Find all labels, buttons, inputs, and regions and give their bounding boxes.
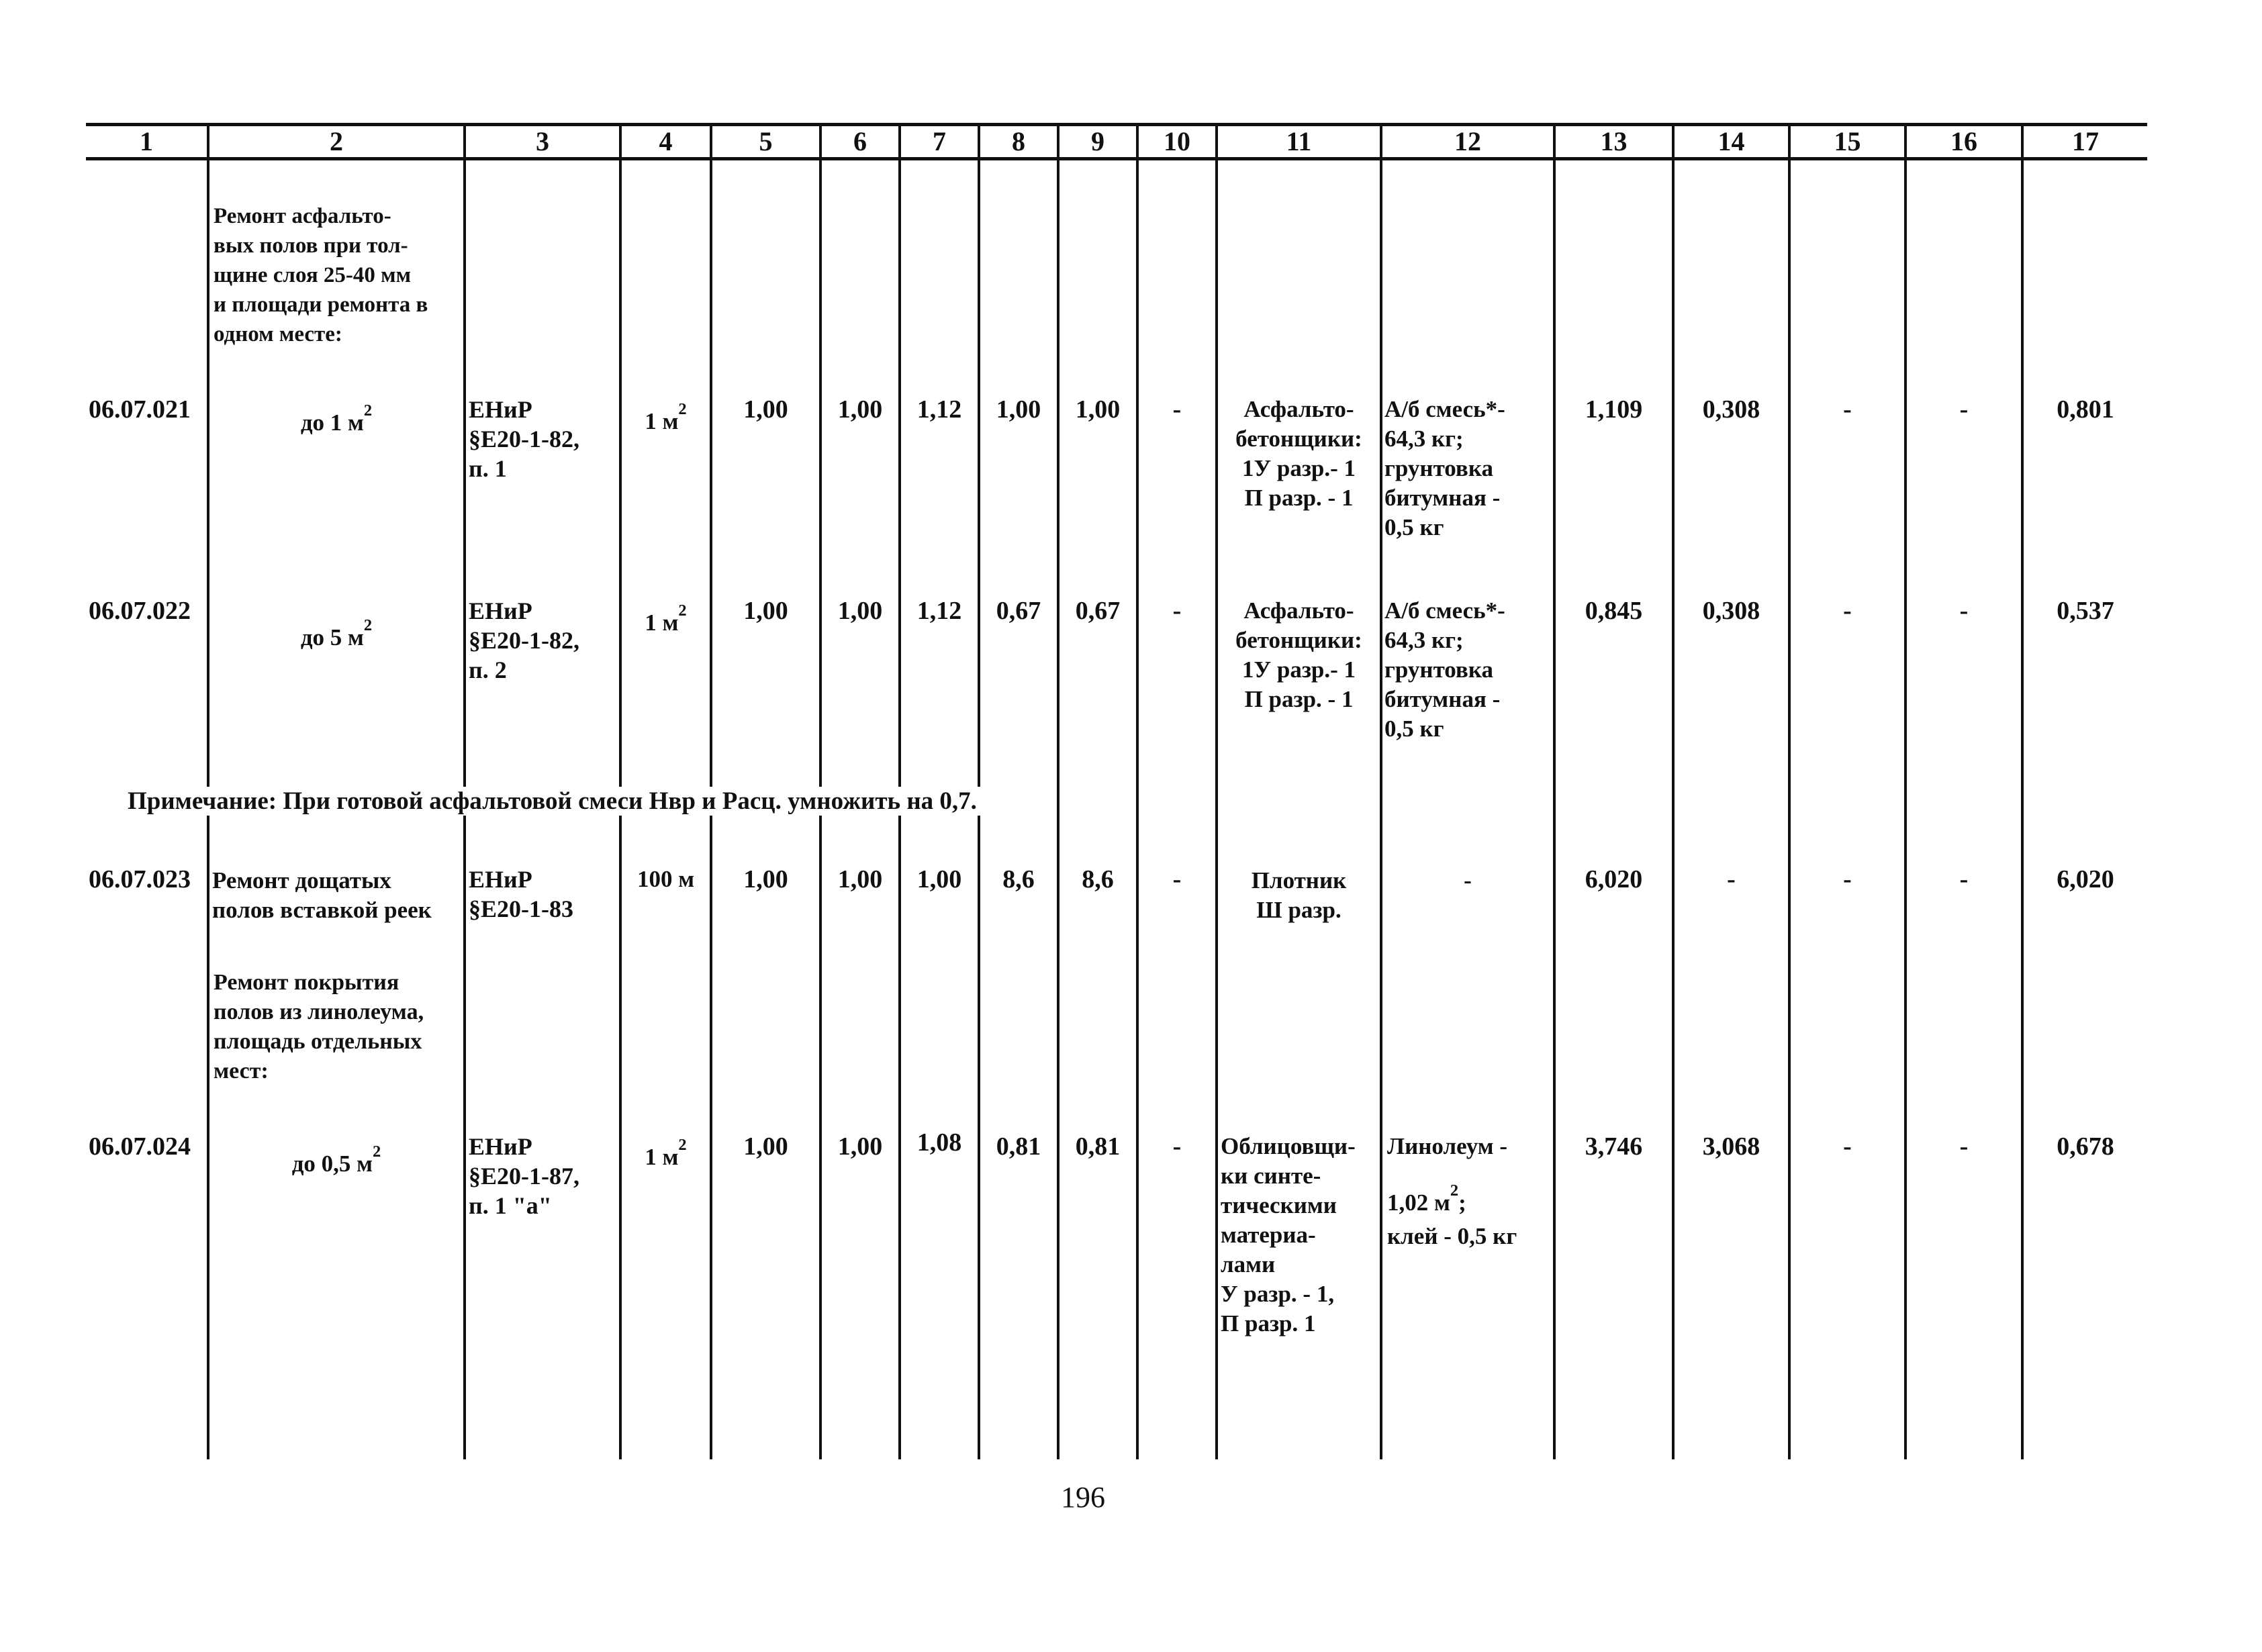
unit: 100 м	[637, 866, 695, 892]
value-col-8: 0,81	[996, 1132, 1041, 1161]
column-header-15: 15	[1834, 126, 1861, 156]
column-header-3: 3	[536, 126, 549, 156]
work-name-text: до 0,5 м	[291, 1151, 373, 1177]
value-col-14: 3,068	[1702, 1132, 1760, 1161]
workers: Асфальто- бетонщики: 1У разр.- 1 П разр. - 1	[1235, 396, 1362, 511]
value-col-9: 1,00	[1075, 395, 1121, 424]
value-col-6: 1,00	[837, 1132, 883, 1161]
column-header-13: 13	[1600, 126, 1628, 156]
value-col-16: -	[1959, 597, 1969, 625]
value-col-7: 1,12	[916, 597, 962, 625]
workers: Асфальто- бетонщики: 1У разр.- 1 П разр. - 1	[1235, 597, 1362, 712]
value-col-16: -	[1959, 865, 1969, 893]
norm-reference: ЕНиР §Е20-1-83	[469, 866, 573, 922]
value-col-8: 0,67	[996, 597, 1041, 625]
column-divider	[2021, 125, 2024, 1459]
column-header-9: 9	[1091, 126, 1104, 156]
column-divider	[1672, 125, 1675, 1459]
materials-text: 1,02 м	[1387, 1189, 1450, 1216]
column-header-6: 6	[853, 126, 867, 156]
value-col-5: 1,00	[743, 1132, 788, 1161]
value-col-6: 1,00	[837, 597, 883, 625]
value-col-17: 0,537	[2057, 597, 2114, 625]
page-number: 196	[1061, 1481, 1105, 1514]
workers: Плотник Ш разр.	[1251, 867, 1347, 923]
value-col-15: -	[1843, 597, 1852, 625]
unit	[622, 1135, 710, 1172]
value-col-5: 1,00	[743, 597, 788, 625]
row-code: 06.07.022	[89, 597, 191, 625]
column-divider	[1904, 125, 1907, 1459]
section-title-linoleum: Ремонт покрытия полов из линолеума, площадь отдельных мест:	[214, 970, 424, 1083]
norm-reference: ЕНиР §Е20-1-82, п. 2	[469, 597, 579, 683]
superscript: 2	[363, 401, 373, 420]
work-name-text: до 1 м	[300, 409, 364, 436]
value-col-16: -	[1959, 1132, 1969, 1161]
column-header-11: 11	[1286, 126, 1312, 156]
column-divider	[1057, 125, 1059, 1459]
value-col-14: 0,308	[1702, 395, 1760, 424]
value-col-15: -	[1843, 1132, 1852, 1161]
unit	[622, 601, 710, 638]
value-col-5: 1,00	[743, 865, 788, 893]
column-header-2: 2	[330, 126, 343, 156]
value-col-15: -	[1843, 395, 1852, 424]
table-note: Примечание: При готовой асфальтовой смеси Нвр и Расц. умножить на 0,7.	[128, 787, 982, 816]
column-divider	[1215, 125, 1218, 1459]
value-col-15: -	[1843, 865, 1852, 893]
superscript: 2	[678, 399, 687, 418]
value-col-6: 1,00	[837, 395, 883, 424]
column-header-14: 14	[1717, 126, 1745, 156]
column-header-4: 4	[659, 126, 673, 156]
header-bottom-rule	[86, 157, 2147, 160]
value-col-17: 6,020	[2057, 865, 2114, 893]
materials-line: Линолеум -	[1387, 1133, 1508, 1159]
section-title-asphalt: Ремонт асфальто- вых полов при тол- щине слоя 25-40 мм и площади ремонта в одном месте:	[214, 204, 428, 346]
value-col-8: 1,00	[996, 395, 1041, 424]
unit-text: 1 м	[645, 408, 679, 434]
materials-line	[1387, 1181, 1552, 1218]
superscript: 2	[1450, 1181, 1459, 1200]
value-col-10: -	[1172, 597, 1182, 625]
value-col-7: 1,00	[916, 865, 962, 893]
column-header-10: 10	[1164, 126, 1190, 156]
column-header-17: 17	[2072, 126, 2099, 156]
value-col-16: -	[1959, 395, 1969, 424]
materials-text: ;	[1458, 1189, 1466, 1216]
value-col-7: 1,12	[916, 395, 962, 424]
value-col-5: 1,00	[743, 395, 788, 424]
work-name	[209, 401, 463, 438]
column-header-5: 5	[759, 126, 773, 156]
value-col-13: 6,020	[1585, 865, 1643, 893]
value-col-10: -	[1172, 1132, 1182, 1161]
materials: А/б смесь*- 64,3 кг; грунтовка битумная - 0,5 кг	[1384, 597, 1505, 742]
superscript: 2	[373, 1142, 381, 1161]
value-col-13: 1,109	[1585, 395, 1643, 424]
column-divider	[1136, 125, 1139, 1459]
value-col-14: 0,308	[1702, 597, 1760, 625]
materials-line: клей - 0,5 кг	[1387, 1223, 1517, 1249]
value-col-9: 8,6	[1082, 865, 1114, 893]
row-code: 06.07.024	[89, 1132, 191, 1161]
column-header-8: 8	[1012, 126, 1025, 156]
column-header-1: 1	[140, 126, 153, 156]
column-divider	[1788, 125, 1791, 1459]
value-col-6: 1,00	[837, 865, 883, 893]
materials: А/б смесь*- 64,3 кг; грунтовка битумная - 0,5 кг	[1384, 396, 1505, 540]
column-divider	[1553, 125, 1556, 1459]
value-col-17: 0,678	[2057, 1132, 2114, 1161]
superscript: 2	[363, 616, 373, 634]
row-code: 06.07.023	[89, 865, 191, 893]
value-col-10: -	[1172, 395, 1182, 424]
value-col-7: 1,08	[916, 1128, 962, 1157]
value-col-17: 0,801	[2057, 395, 2114, 424]
column-divider	[1380, 125, 1382, 1459]
work-name	[209, 1142, 463, 1179]
column-header-7: 7	[933, 126, 946, 156]
superscript: 2	[678, 601, 687, 620]
norm-reference: ЕНиР §Е20-1-87, п. 1 "а"	[469, 1133, 579, 1219]
unit-text: 1 м	[645, 1144, 679, 1170]
superscript: 2	[678, 1135, 687, 1154]
unit-text: 1 м	[645, 610, 679, 636]
column-header-16: 16	[1950, 126, 1977, 156]
value-col-9: 0,67	[1075, 597, 1121, 625]
value-col-13: 3,746	[1585, 1132, 1643, 1161]
work-name: Ремонт дощатых полов вставкой реек	[212, 867, 432, 923]
row-code: 06.07.021	[89, 395, 191, 424]
column-header-12: 12	[1454, 126, 1481, 156]
value-col-9: 0,81	[1075, 1132, 1121, 1161]
work-name	[209, 616, 463, 652]
norm-reference: ЕНиР §Е20-1-82, п. 1	[469, 396, 579, 482]
materials: -	[1464, 867, 1472, 893]
value-col-14: -	[1727, 865, 1736, 893]
unit	[622, 399, 710, 436]
value-col-8: 8,6	[1002, 865, 1035, 893]
value-col-10: -	[1172, 865, 1182, 893]
materials	[1387, 1132, 1552, 1251]
value-col-13: 0,845	[1585, 597, 1643, 625]
workers: Облицовщи- ки синте- тическими материа- лами У разр. - 1, П разр. 1	[1221, 1133, 1356, 1337]
work-name-text: до 5 м	[300, 624, 364, 650]
